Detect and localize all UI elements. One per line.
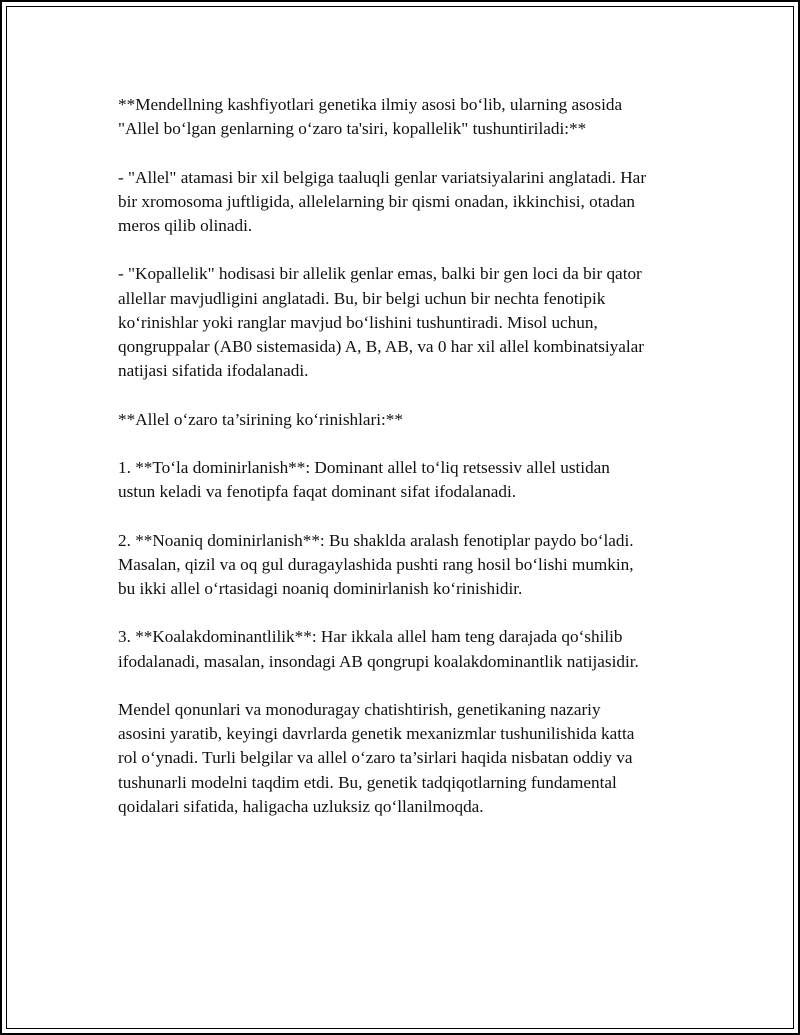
list-item-2 (118, 529, 698, 602)
text-line: **Allel o‘zaro ta’sirining ko‘rinishlari:** (118, 409, 403, 429)
text-line: ustun keladi va fenotipfa faqat dominant sifat ifodalanadi. (118, 482, 517, 502)
text-line: allellar mavjudligini anglatadi. Bu, bir belgi uchun bir nechta fenotipik (118, 288, 606, 308)
text-line: **Mendellning kashfiyotlari genetika ilmiy asosi bo‘lib, ularning asosida (118, 95, 623, 114)
text-line: - "Allel" atamasi bir xil belgiga taaluqli genlar variatsiyalarini anglatadi. Har (118, 167, 647, 187)
kopallelik-paragraph (118, 262, 698, 383)
text-line: ifodalanadi, masalan, insondagi AB qongrupi koalakdominantlik natijasidir. (118, 651, 639, 671)
text-line: 1. **To‘la dominirlanish**: Dominant allel to‘liq retsessiv allel ustidan (118, 457, 610, 477)
allel-definition-paragraph (118, 166, 698, 239)
section-heading (118, 408, 698, 432)
text-line: asosini yaratib, keyingi davrlarda genetik mexanizmlar tushunilishida katta (118, 724, 635, 744)
text-line: ko‘rinishlar yoki ranglar mavjud bo‘lishini tushuntiradi. Misol uchun, (118, 312, 598, 332)
list-item-1 (118, 456, 698, 504)
list-item-3 (118, 625, 698, 673)
text-line: 3. **Koalakdominantlilik**: Har ikkala allel ham teng darajada qo‘shilib (118, 627, 623, 647)
text-line: "Allel bo‘lgan genlarning o‘zaro ta'siri, kopallelik" tushuntiriladi:** (118, 119, 587, 139)
text-line: Mendel qonunlari va monoduragay chatishtirish, genetikaning nazariy (118, 699, 601, 719)
text-line: natijasi sifatida ifodalanadi. (118, 361, 309, 381)
text-line: bir xromosoma juftligida, allelelarning bir qismi onadan, ikkinchisi, otadan (118, 191, 635, 211)
text-line: qoidalari sifatida, haligacha uzluksiz qo‘llanilmoqda. (118, 796, 484, 816)
intro-paragraph (118, 93, 698, 141)
text-line: 2. **Noaniq dominirlanish**: Bu shaklda aralash fenotiplar paydo bo‘ladi. (118, 530, 634, 550)
text-line: - "Kopallelik" hodisasi bir allelik genlar emas, balki bir gen loci da bir qator (118, 264, 642, 284)
text-line: rol o‘ynadi. Turli belgilar va allel o‘zaro ta’sirlari haqida nisbatan oddiy va (118, 748, 633, 768)
text-line: Masalan, qizil va oq gul duragaylashida pushti rang hosil bo‘lishi mumkin, (118, 554, 634, 574)
text-line: meros qilib olinadi. (118, 216, 253, 235)
text-line: bu ikki allel o‘rtasidagi noaniq dominirlanish ko‘rinishidir. (118, 578, 523, 598)
text-line: qongruppalar (AB0 sistemasida) A, B, AB, va 0 har xil allel kombinatsiyalar (118, 337, 645, 356)
document-body (118, 93, 698, 843)
text-line: tushunarli modelni taqdim etdi. Bu, genetik tadqiqotlarning fundamental (118, 772, 617, 792)
conclusion-paragraph (118, 698, 698, 819)
